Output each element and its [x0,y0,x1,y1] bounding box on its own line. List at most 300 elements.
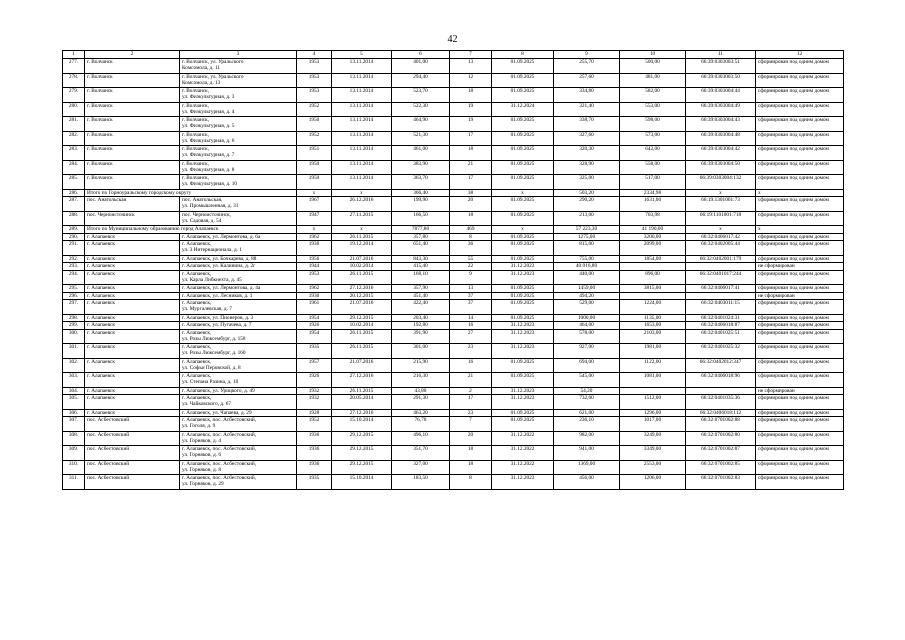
value1-cell: 1275,00 [554,233,620,241]
area-cell: 357,80 [392,233,450,241]
deadline-date-cell: 01.09.2025 [492,197,554,212]
year-cell: 1953 [297,270,332,285]
status-cell: сформирован под одним домом [756,270,844,285]
deadline-date-cell: 31.12.2023 [492,387,554,395]
settlement-cell: пос. Анатольская [85,197,180,212]
table-row [63,431,844,446]
residents-cell: 18 [450,460,492,475]
residents-cell: 16 [450,322,492,330]
settlement-cell: г. Волчанск [85,131,180,146]
residents-cell: 9 [450,270,492,285]
settlement-cell: г. Алапаевск [85,344,180,359]
year-cell: 1935 [297,475,332,490]
status-cell: сформирован под одним домом [756,322,844,330]
value2-cell: 642,00 [620,146,686,161]
residents-cell: 19 [450,102,492,117]
cadastral-cell: 66:32:0406018:112 [686,409,756,417]
address-cell: г. Алапаевск, ул. Пугачева, д. 7 [180,322,297,330]
value2-cell: 3249,00 [620,431,686,446]
value2-cell: 598,00 [620,117,686,132]
year-cell: 1930 [297,241,332,256]
status-cell: сформирован под одним домом [756,233,844,241]
residents-cell: 18 [450,146,492,161]
value1-cell: 815,00 [554,241,620,256]
table-row [63,409,844,417]
cadastral-cell: 66:39:0303004:49 [686,102,756,117]
status-cell: сформирован под одним домом [756,475,844,490]
area-cell: 76,70 [392,417,450,432]
year-cell: 1928 [297,409,332,417]
address-cell: г. Алапаевск, пос. Асбестовский, ул. Горняков, д. 6 [180,446,297,461]
deadline-date-cell: 01.09.2025 [492,417,554,432]
decision-date-cell: 15.10.2014 [332,475,392,490]
address-cell: г. Алапаевск, ул. Чапаева, д. 29 [180,409,297,417]
residents-cell: 17 [450,395,492,410]
year-cell: 1954 [297,329,332,344]
value1-cell: 325,00 [554,175,620,190]
settlement-cell: г. Алапаевск [85,263,180,271]
area-cell: 183,50 [392,475,450,490]
residents-cell: 7 [450,417,492,432]
cadastral-cell: 66:32:0406018:96 [686,373,756,388]
value1-cell: 57 223,30 [554,226,620,234]
row-number-cell: 296. [63,292,85,300]
table-row [63,292,844,300]
year-cell: 1952 [297,131,332,146]
deadline-date-cell: 01.09.2025 [492,241,554,256]
residents-cell: 23 [450,344,492,359]
value1-cell: 982,00 [554,431,620,446]
cadastral-cell: 66:32:0402005:44 [686,241,756,256]
row-number-cell: 294. [63,270,85,285]
row-number-cell: 304. [63,387,85,395]
decision-date-cell: 29.12.2015 [332,314,392,322]
residents-cell: 37 [450,300,492,315]
column-number-cell: 11 [686,51,756,59]
decision-date-cell: 21.07.2016 [332,300,392,315]
decision-date-cell: 27.12.2016 [332,373,392,388]
status-cell: сформирован под одним домом [756,417,844,432]
value1-cell: 755,00 [554,255,620,263]
residents-cell: 55 [450,255,492,263]
value1-cell: 334,80 [554,88,620,103]
housing-register-table [62,50,844,490]
cadastral-cell [686,263,756,271]
deadline-date-cell: 31.12.2023 [492,395,554,410]
address-cell: г. Алапаевск, пос. Асбестовский, ул. Горняков, д. 29 [180,475,297,490]
deadline-date-cell: 01.09.2025 [492,233,554,241]
residents-cell: 23 [450,409,492,417]
status-cell: сформирован под одним домом [756,344,844,359]
subtotal-label-cell: Итого по Горноуральскому городскому округу [85,189,297,197]
settlement-cell: г. Алапаевск [85,409,180,417]
residents-cell: 36 [450,241,492,256]
status-cell: сформирован под одним домом [756,255,844,263]
subtotal-label-cell: Итого по Муниципальному образованию город Алапаевск [85,226,297,234]
deadline-date-cell: 01.09.2025 [492,373,554,388]
year-cell: x [297,226,332,234]
value1-cell: 236,10 [554,417,620,432]
cadastral-cell: 66:39:0303004:42 [686,146,756,161]
year-cell: 1944 [297,263,332,271]
status-cell: сформирован под одним домом [756,409,844,417]
settlement-cell: г. Волчанск [85,146,180,161]
area-cell: 363,70 [392,175,450,190]
decision-date-cell: 15.10.2014 [332,417,392,432]
deadline-date-cell: 31.12.2023 [492,344,554,359]
residents-cell: 38 [450,189,492,197]
value2-cell: 1122,00 [620,358,686,373]
row-number-cell: 306. [63,409,85,417]
settlement-cell: г. Волчанск [85,102,180,117]
row-number-cell: 299. [63,322,85,330]
deadline-date-cell: 01.09.2025 [492,292,554,300]
deadline-date-cell: 01.09.2025 [492,88,554,103]
address-cell: г. Волчанск, ул. Физкультурная, д. 8 [180,160,297,175]
settlement-cell: г. Алапаевск [85,314,180,322]
settlement-cell: г. Алапаевск [85,395,180,410]
value2-cell: 1224,00 [620,300,686,315]
row-number-cell: 287. [63,197,85,212]
row-number-cell: 291. [63,241,85,256]
residents-cell: 37 [450,292,492,300]
year-cell: 1952 [297,417,332,432]
status-cell: сформирован под одним домом [756,460,844,475]
status-cell: сформирован под одним домом [756,131,844,146]
row-number-cell: 309. [63,446,85,461]
year-cell: 1930 [297,292,332,300]
row-number-cell: 305. [63,395,85,410]
decision-date-cell: 10.02.2014 [332,322,392,330]
value1-cell: 529,00 [554,300,620,315]
residents-cell: 18 [450,88,492,103]
value2-cell: 2334,98 [620,189,686,197]
decision-date-cell: 20.05.2014 [332,395,392,410]
decision-date-cell: 19.12.2014 [332,241,392,256]
year-cell: 1950 [297,160,332,175]
decision-date-cell: 13.11.2014 [332,146,392,161]
deadline-date-cell: 31.12.2022 [492,431,554,446]
table-row [63,322,844,330]
status-cell: сформирован под одним домом [756,88,844,103]
decision-date-cell: 13.11.2014 [332,59,392,74]
deadline-date-cell: 01.09.2025 [492,255,554,263]
address-cell: г. Алапаевск, пос. Асбестовский, ул. Гоголя, д. 9 [180,417,297,432]
address-cell: г. Алапаевск, ул. Лермонтова, д. 4а [180,285,297,293]
area-cell: 199,90 [392,197,450,212]
row-number-cell: 293. [63,263,85,271]
page-number: 42 [447,34,458,45]
cadastral-cell: 66:32:0402001:179 [686,255,756,263]
area-cell: 464,90 [392,117,450,132]
table-row [63,446,844,461]
year-cell: x [297,189,332,197]
value1-cell: 621,00 [554,409,620,417]
table-row [63,285,844,293]
status-cell: сформирован под одним домом [756,285,844,293]
settlement-cell: г. Алапаевск [85,387,180,395]
area-cell: 166,50 [392,211,450,226]
area-cell: 521,30 [392,131,450,146]
residents-cell: 21 [450,373,492,388]
settlement-cell: г. Алапаевск [85,373,180,388]
decision-date-cell: 13.11.2014 [332,102,392,117]
value2-cell: 896,00 [620,270,686,285]
value1-cell: 257,60 [554,73,620,88]
address-cell: г. Алапаевск, пос. Асбестовский, ул. Горняков, д. 8 [180,460,297,475]
cadastral-cell: 66:39:0303004:132 [686,175,756,190]
deadline-date-cell: 01.09.2025 [492,409,554,417]
column-number-cell: 10 [620,51,686,59]
status-cell: сформирован под одним домом [756,446,844,461]
row-number-cell: 289. [63,226,85,234]
column-number-cell: 2 [85,51,180,59]
deadline-date-cell: 31.12.2023 [492,263,554,271]
residents-cell: 27 [450,329,492,344]
value1-cell: 941,00 [554,446,620,461]
area-cell: 461,00 [392,146,450,161]
value1-cell: 327,60 [554,131,620,146]
cadastral-cell: x [686,226,756,234]
settlement-cell: г. Алапаевск [85,300,180,315]
row-number-cell: 308. [63,431,85,446]
decision-date-cell: 29.12.2015 [332,431,392,446]
row-number-cell: 290. [63,233,85,241]
status-cell: сформирован под одним домом [756,59,844,74]
deadline-date-cell: 01.09.2025 [492,211,554,226]
area-cell: 43,80 [392,387,450,395]
value1-cell: 255,70 [554,59,620,74]
address-cell: г. Алапаевск, ул. Карла Либкнехта, д. 45 [180,270,297,285]
area-cell: 415,40 [392,263,450,271]
residents-cell: 20 [450,197,492,212]
settlement-cell: пос. Асбестовский [85,475,180,490]
address-cell: г. Алапаевск, ул. Чайковского, д. 67 [180,395,297,410]
settlement-cell: пос. Асбестовский [85,460,180,475]
table-row [63,117,844,132]
address-cell: г. Алапаевск, пос. Асбестовский, ул. Горняков, д. 4 [180,431,297,446]
column-number-cell: 6 [392,51,450,59]
area-cell: 357,90 [392,285,450,293]
address-cell: г. Волчанск, ул. Физкультурная, д. 6 [180,131,297,146]
cadastral-cell: 66:39:0303003:50 [686,73,756,88]
settlement-cell: г. Алапаевск [85,241,180,256]
decision-date-cell: 29.12.2015 [332,460,392,475]
table-row [63,233,844,241]
status-cell: сформирован под одним домом [756,175,844,190]
area-cell: 216,30 [392,373,450,388]
deadline-date-cell: 01.09.2025 [492,285,554,293]
table-row [63,211,844,226]
deadline-date-cell: 01.09.2025 [492,175,554,190]
area-cell: 391,90 [392,329,450,344]
decision-date-cell: x [332,189,392,197]
row-number-cell: 288. [63,211,85,226]
cadastral-cell: 66:19:1301001:73 [686,197,756,212]
value2-cell: 1206,00 [620,475,686,490]
table-row [63,373,844,388]
table-row [63,344,844,359]
deadline-date-cell: 31.12.2023 [492,329,554,344]
deadline-date-cell: 01.09.2025 [492,300,554,315]
residents-cell: 20 [450,431,492,446]
year-cell: 1957 [297,358,332,373]
deadline-date-cell: x [492,226,554,234]
residents-cell: 17 [450,131,492,146]
year-cell: 1936 [297,446,332,461]
value1-cell: 545,00 [554,373,620,388]
column-number-cell: 9 [554,51,620,59]
table-row [63,460,844,475]
decision-date-cell: 21.07.2016 [332,255,392,263]
settlement-cell: г. Алапаевск [85,358,180,373]
decision-date-cell: 20.12.2015 [332,292,392,300]
cadastral-cell: 66:32:0701002:80 [686,431,756,446]
value2-cell [620,292,686,300]
decision-date-cell: 21.07.2016 [332,358,392,373]
status-cell: сформирован под одним домом [756,358,844,373]
decision-date-cell: 13.11.2014 [332,175,392,190]
deadline-date-cell: 31.12.2023 [492,322,554,330]
cadastral-cell: 66:32:0701002:85 [686,460,756,475]
value1-cell: 1000,00 [554,314,620,322]
cadastral-cell: 66:32:0401035:36 [686,395,756,410]
cadastral-cell: 66:32:0403011:15 [686,300,756,315]
decision-date-cell: 27.12.2016 [332,409,392,417]
value2-cell [620,263,686,271]
address-cell: г. Волчанск, ул. Физкультурная, д. 3 [180,88,297,103]
year-cell: 1956 [297,255,332,263]
year-cell: 1935 [297,344,332,359]
area-cell: 294,40 [392,73,450,88]
cadastral-cell [686,292,756,300]
address-cell: г. Алапаевск, ул. 3 Интернационала, д. 1 [180,241,297,256]
settlement-cell: г. Волчанск [85,175,180,190]
cadastral-cell: 66:32:0402012:347 [686,358,756,373]
area-cell: 351,70 [392,446,450,461]
column-number-cell: 7 [450,51,492,59]
value2-cell: 3200,00 [620,233,686,241]
area-cell: 401,00 [392,59,450,74]
settlement-cell: г. Волчанск [85,73,180,88]
value2-cell: 3349,00 [620,446,686,461]
deadline-date-cell: 01.09.2025 [492,314,554,322]
area-cell: 7877,80 [392,226,450,234]
settlement-cell: г. Волчанск [85,117,180,132]
settlement-cell: пос. Асбестовский [85,431,180,446]
area-cell: 168,10 [392,270,450,285]
year-cell: 1926 [297,322,332,330]
decision-date-cell: 27.11.2015 [332,211,392,226]
address-cell: г. Алапаевск, ул. Пионеров, д. 3 [180,314,297,322]
table-row [63,241,844,256]
year-cell: 1967 [297,197,332,212]
residents-cell: 12 [450,73,492,88]
cadastral-cell: 66:32:0401025:51 [686,329,756,344]
subtotal-row [63,189,844,197]
decision-date-cell: 26.11.2015 [332,329,392,344]
value1-cell: 1459,00 [554,285,620,293]
value2-cell: 3815,00 [620,285,686,293]
value1-cell: 54,20 [554,387,620,395]
row-number-cell: 302. [63,358,85,373]
deadline-date-cell: x [492,189,554,197]
area-cell: 843,30 [392,255,450,263]
row-number-cell: 295. [63,285,85,293]
area-cell: 203,40 [392,314,450,322]
status-cell: не сформирован [756,292,844,300]
table-row [63,175,844,190]
year-cell: 1950 [297,117,332,132]
row-number-cell: 311. [63,475,85,490]
area-cell: 301,00 [392,344,450,359]
table-row [63,329,844,344]
cadastral-cell: 66:39:0303004:50 [686,160,756,175]
address-cell: г. Волчанск, ул. Физкультурная, д. 5 [180,117,297,132]
value1-cell: 503,20 [554,189,620,197]
residents-cell: 21 [450,160,492,175]
value2-cell: 1135,00 [620,314,686,322]
status-cell: сформирован под одним домом [756,373,844,388]
value1-cell: 732,00 [554,395,620,410]
row-number-cell: 278. [63,73,85,88]
residents-cell: 13 [450,59,492,74]
settlement-cell: г. Алапаевск [85,285,180,293]
cadastral-cell: 66:32:0701002:83 [686,475,756,490]
decision-date-cell: 13.11.2014 [332,131,392,146]
value1-cell: 440,00 [554,270,620,285]
row-number-cell: 280. [63,102,85,117]
cadastral-cell: 66:32:0401017:244 [686,270,756,285]
value2-cell: 1631,00 [620,197,686,212]
row-number-cell: 297. [63,300,85,315]
value1-cell: 456,00 [554,475,620,490]
row-number-cell: 286. [63,189,85,197]
address-cell: г. Алапаевск, ул. Софьи Перовской, д. 8 [180,358,297,373]
table-row [63,270,844,285]
table-row [63,160,844,175]
address-cell: г. Алапаевск, ул. Розы Люксембург, д. 158 [180,329,297,344]
settlement-cell: г. Волчанск [85,160,180,175]
year-cell: 1950 [297,175,332,190]
decision-date-cell: 26.11.2015 [332,387,392,395]
area-cell: 522,30 [392,102,450,117]
area-cell: 291,30 [392,395,450,410]
table-row [63,146,844,161]
row-number-cell: 281. [63,117,85,132]
decision-date-cell: 26.11.2015 [332,344,392,359]
year-cell: 1932 [297,387,332,395]
area-cell: 523,70 [392,88,450,103]
address-cell: г. Волчанск, ул. Физкультурная, д. 10 [180,175,297,190]
cadastral-cell: 66:32:0401025:32 [686,344,756,359]
value1-cell: 694,00 [554,358,620,373]
status-cell: сформирован под одним домом [756,160,844,175]
year-cell: 1961 [297,300,332,315]
deadline-date-cell: 01.09.2025 [492,131,554,146]
year-cell: 1947 [297,211,332,226]
value2-cell: 1653,00 [620,322,686,330]
value1-cell: 290,20 [554,197,620,212]
residents-cell: 19 [450,117,492,132]
year-cell: 1954 [297,314,332,322]
table-row [63,475,844,490]
residents-cell: 13 [450,285,492,293]
address-cell: г. Волчанск, ул. Уральского Комсомола, д. 13 [180,73,297,88]
value2-cell: 1296,00 [620,409,686,417]
value2-cell: 703,98 [620,211,686,226]
value2-cell: 553,00 [620,102,686,117]
